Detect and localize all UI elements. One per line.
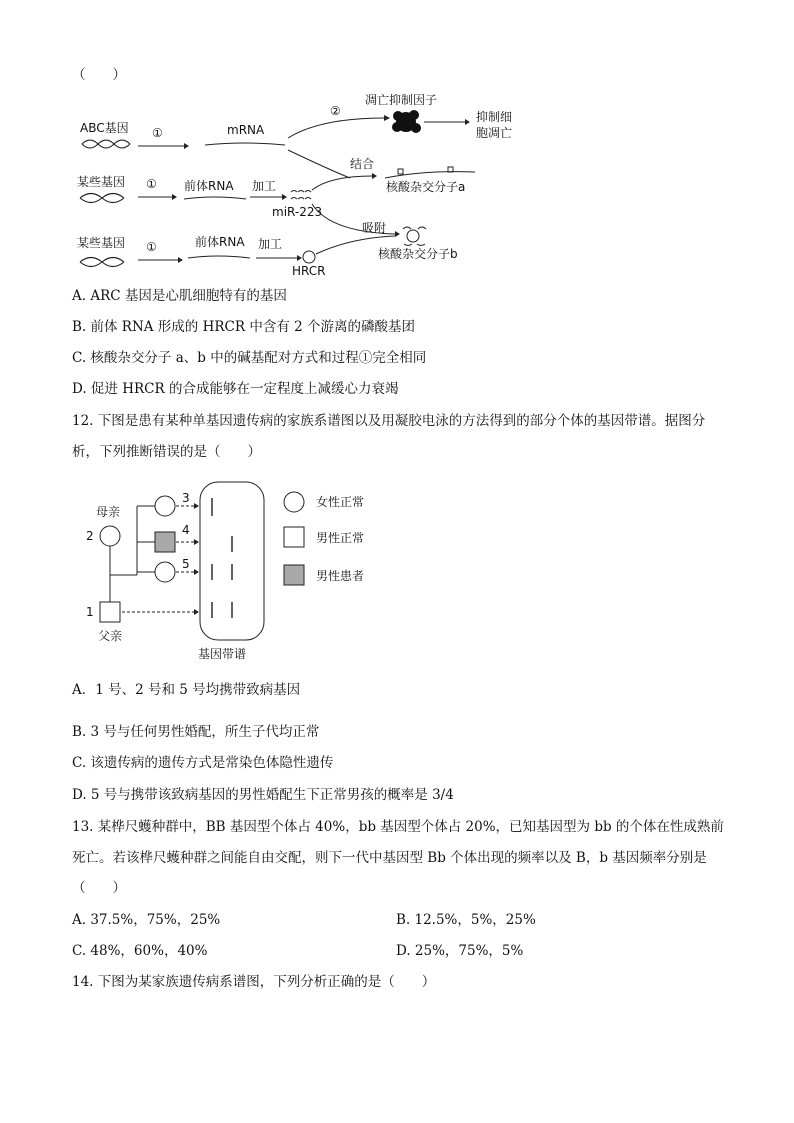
mir-label: miR-223 bbox=[272, 205, 323, 219]
hybrid-b-icon bbox=[403, 227, 426, 246]
arrowhead-icon bbox=[194, 609, 199, 615]
inhibit-label-2: 胞凋亡 bbox=[476, 126, 513, 140]
q11-option-c: C. 核酸杂交分子 a、b 中的碱基配对方式和过程①完全相同 bbox=[72, 350, 427, 366]
dna-helix-icon bbox=[80, 258, 124, 267]
step2-label: ② bbox=[330, 104, 341, 118]
individual-2-number: 2 bbox=[86, 529, 94, 543]
mother-label: 母亲 bbox=[96, 505, 121, 519]
arrowhead-icon bbox=[194, 539, 199, 545]
row3-process: 加工 bbox=[258, 237, 283, 251]
legend-patient-icon bbox=[284, 565, 304, 585]
branch-line bbox=[288, 118, 385, 138]
arrowhead-icon bbox=[384, 115, 390, 121]
individual-5-number: 5 bbox=[182, 557, 190, 571]
q12-option-c: C. 该遗传病的遗传方式是常染色体隐性遗传 bbox=[72, 755, 334, 771]
q14-stem: 14. 下图为某家族遗传病系谱图，下列分析正确的是（ ） bbox=[72, 974, 436, 990]
mrna-label: mRNA bbox=[227, 123, 265, 137]
individual-2-circle bbox=[100, 526, 120, 546]
arrowhead-icon bbox=[465, 119, 470, 125]
q11-option-d: D. 促进 HRCR 的合成能够在一定程度上减缓心力衰竭 bbox=[72, 381, 399, 397]
dna-helix-icon bbox=[80, 194, 124, 203]
arrowhead-icon bbox=[172, 194, 177, 200]
q12-option-b: B. 3 号与任何男性婚配，所生子代均正常 bbox=[72, 724, 320, 740]
row2-gene-label: 某些基因 bbox=[77, 175, 126, 189]
q12-option-d: D. 5 号与携带该致病基因的男性婚配生下正常男孩的概率是 3/4 bbox=[72, 787, 454, 803]
q13-option-a: A. 37.5%，75%，25% bbox=[72, 912, 221, 928]
bind-label: 结合 bbox=[350, 157, 375, 171]
pre-rna-strand bbox=[184, 197, 246, 199]
row3-step1: ① bbox=[146, 240, 157, 254]
legend-male-icon bbox=[284, 527, 304, 547]
q13-stem-line2: 死亡。若该桦尺蠖种群之间能自由交配，则下一代中基因型 Bb 个体出现的频率以及 B，b 基因频率分别是 bbox=[72, 850, 707, 866]
hybrid-a-label: 核酸杂交分子a bbox=[386, 180, 466, 194]
arrowhead-icon bbox=[282, 194, 287, 200]
individual-3-circle bbox=[155, 496, 175, 516]
apoptosis-inhibitor-label: 凋亡抑制因子 bbox=[365, 93, 438, 107]
hybrid-a-icon bbox=[385, 167, 475, 178]
hybrid-b-label: 核酸杂交分子b bbox=[378, 247, 458, 261]
row3-gene-label: 某些基因 bbox=[77, 236, 126, 250]
q12-option-a: A．1 号、2 号和 5 号均携带致病基因 bbox=[72, 682, 301, 698]
legend-female-icon bbox=[284, 492, 304, 512]
q11-option-a: A. ARC 基因是心肌细胞特有的基因 bbox=[72, 288, 287, 304]
individual-3-number: 3 bbox=[182, 491, 190, 505]
adsorb-label: 吸附 bbox=[362, 221, 387, 235]
mirna-icon bbox=[291, 191, 311, 200]
arrowhead-icon bbox=[395, 231, 400, 237]
branch-line bbox=[312, 176, 372, 190]
row1-gene-label: ABC基因 bbox=[80, 121, 129, 135]
q13-stem-line1: 13. 某桦尺蠖种群中，BB 基因型个体占 40%，bb 基因型个体占 20%，已知基因型为 bb 的个体在性成熟前 bbox=[72, 819, 724, 835]
row2-pre-rna: 前体RNA bbox=[184, 179, 234, 193]
arrowhead-icon bbox=[297, 255, 302, 261]
legend-male-label: 男性正常 bbox=[316, 531, 365, 545]
dna-helix-icon bbox=[82, 140, 130, 148]
mrna-strand bbox=[205, 143, 285, 145]
individual-4-number: 4 bbox=[182, 523, 190, 537]
inhibit-label-1: 抑制细 bbox=[476, 110, 513, 124]
individual-4-square bbox=[155, 532, 175, 552]
q12-stem-line1: 12. 下图是患有某种单基因遗传病的家族系谱图以及用凝胶电泳的方法得到的部分个体的基因带谱。据图分 bbox=[72, 413, 706, 429]
arrowhead-icon bbox=[178, 257, 183, 263]
q13-option-d: D. 25%，75%，5% bbox=[396, 943, 524, 959]
q12-pedigree-figure bbox=[0, 470, 794, 670]
legend-patient-label: 男性患者 bbox=[316, 569, 365, 583]
row3-pre-rna: 前体RNA bbox=[195, 235, 245, 249]
legend-female-label: 女性正常 bbox=[316, 495, 365, 509]
hrcr-circle-icon bbox=[303, 251, 315, 263]
q12-stem-line2: 析，下列推断错误的是（ ） bbox=[72, 444, 261, 460]
individual-5-circle bbox=[155, 562, 175, 582]
arrowhead-icon bbox=[194, 569, 199, 575]
arrowhead-icon bbox=[194, 503, 199, 509]
q13-option-c: C. 48%，60%，40% bbox=[72, 943, 208, 959]
individual-1-square bbox=[100, 602, 120, 622]
protein-blob-icon bbox=[392, 110, 421, 133]
branch-line bbox=[288, 150, 350, 178]
q11-option-b: B. 前体 RNA 形成的 HRCR 中含有 2 个游离的磷酸基团 bbox=[72, 319, 415, 335]
row1-step1: ① bbox=[152, 126, 163, 140]
father-label: 父亲 bbox=[98, 629, 123, 643]
gel-label: 基因带谱 bbox=[198, 647, 247, 661]
q13-stem-line3: （ ） bbox=[72, 880, 126, 896]
arrowhead-icon bbox=[372, 173, 377, 179]
row2-step1: ① bbox=[146, 177, 157, 191]
row2-process: 加工 bbox=[252, 179, 277, 193]
individual-1-number: 1 bbox=[86, 605, 94, 619]
q11-answer-bracket: （ ） bbox=[72, 67, 126, 83]
hrcr-label: HRCR bbox=[292, 264, 326, 278]
pre-rna-strand bbox=[188, 256, 250, 258]
arrowhead-icon bbox=[184, 143, 189, 149]
q11-rna-diagram bbox=[0, 0, 794, 290]
q13-option-b: B. 12.5%，5%，25% bbox=[396, 912, 536, 928]
